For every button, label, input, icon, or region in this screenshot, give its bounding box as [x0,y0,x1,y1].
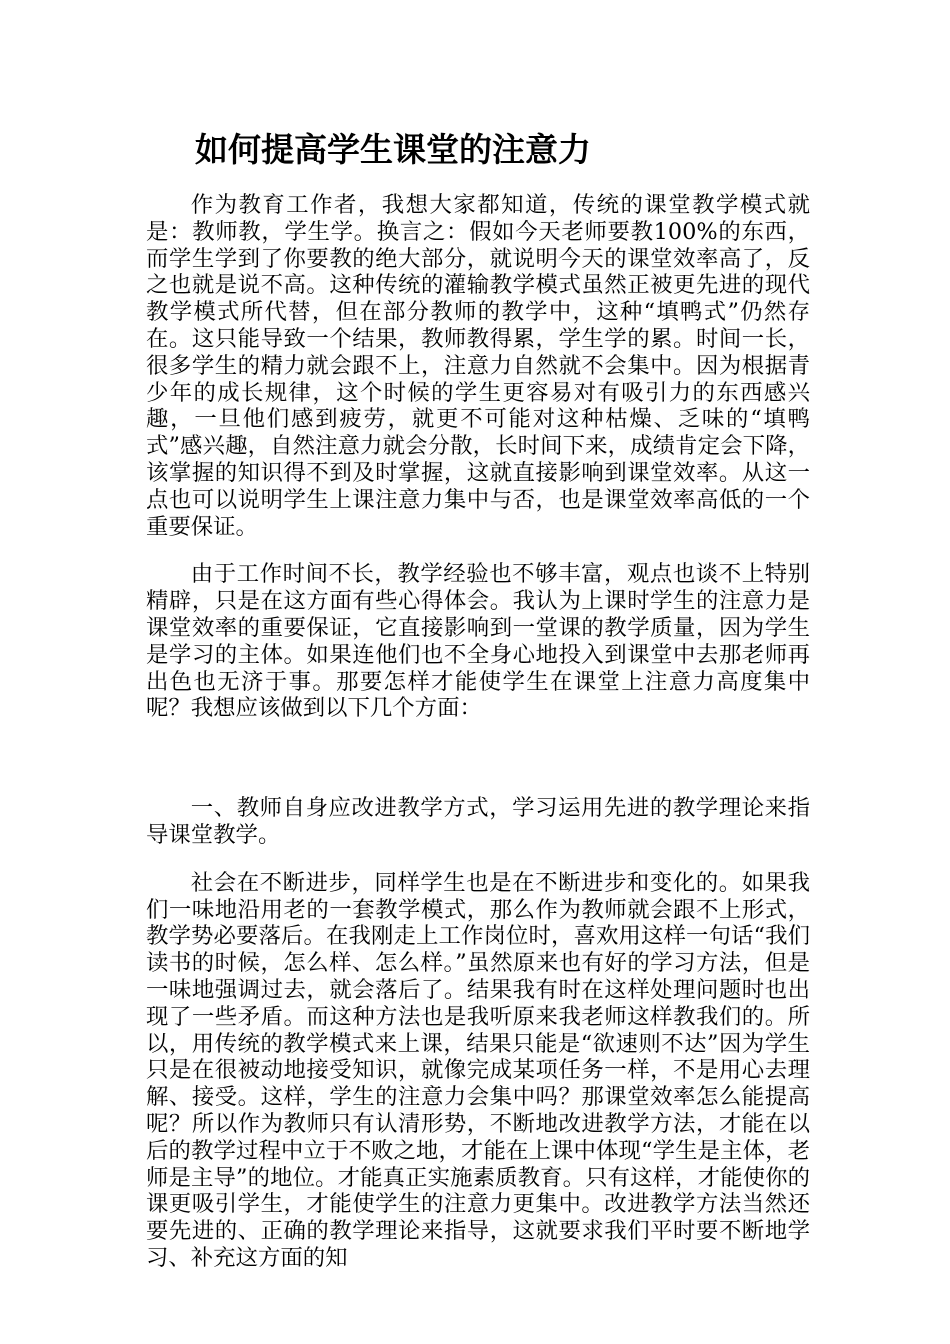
section-heading-one: 一、教师自身应改进教学方式，学习运用先进的教学理论来指导课堂教学。 [146,795,810,848]
paragraph-teaching-methods: 社会在不断进步，同样学生也是在不断进步和变化的。如果我们一味地沿用老的一套教学模式，那么作为教师就会跟不上形式，教学势必要落后。在我刚走上工作岗位时，喜欢用这样一句话“我们读书的时候，怎么样、怎么样。”虽然原来也有好的学习方法，但是一味地强调过去，就会落后了。结果我有时在这样处理问题时也出现了一些矛盾。而这种方法也是我听原来我老师这样教我们的。所以，用传统的教学模式来上课，结果只能是“欲速则不达”因为学生只是在很被动地接受知识，就像完成某项任务一样，不是用心去理解、接受。这样，学生的注意力会集中吗？那课堂效率怎么能提高呢？所以作为教师只有认清形势，不断地改进教学方法，才能在以后的教学过程中立于不败之地，才能在上课中体现“学生是主体，老师是主导”的地位。才能真正实施素质教育。只有这样，才能使你的课更吸引学生，才能使学生的注意力更集中。改进教学方法当然还要先进的、正确的教学理论来指导，这就要求我们平时要不断地学习、补充这方面的知 [146,869,810,1271]
document-body [146,192,810,1272]
paragraph-experience: 由于工作时间不长，教学经验也不够丰富，观点也谈不上特别精辟，只是在这方面有些心得体会。我认为上课时学生的注意力是课堂效率的重要保证，它直接影响到一堂课的教学质量，因为学生是学习的主体。如果连他们也不全身心地投入到课堂中去那老师再出色也无济于事。那要怎样才能使学生在课堂上注意力高度集中呢？我想应该做到以下几个方面： [146,561,810,722]
document-title: 如何提高学生课堂的注意力 [195,130,591,169]
paragraph-intro: 作为教育工作者，我想大家都知道，传统的课堂教学模式就是：教师教，学生学。换言之：假如今天老师要教100%的东西，而学生学到了你要教的绝大部分，就说明今天的课堂效率高了，反之也就是说不高。这种传统的灌输教学模式虽然正被更先进的现代教学模式所代替，但在部分教师的教学中，这种“填鸭式”仍然存在。这只能导致一个结果，教师教得累，学生学的累。时间一长，很多学生的精力就会跟不上，注意力自然就不会集中。因为根据青少年的成长规律，这个时候的学生更容易对有吸引力的东西感兴趣，一旦他们感到疲劳，就更不可能对这种枯燥、乏味的“填鸭式”感兴趣，自然注意力就会分散，长时间下来，成绩肯定会下降，该掌握的知识得不到及时掌握，这就直接影响到课堂效率。从这一点也可以说明学生上课注意力集中与否，也是课堂效率高低的一个重要保证。 [146,192,810,540]
